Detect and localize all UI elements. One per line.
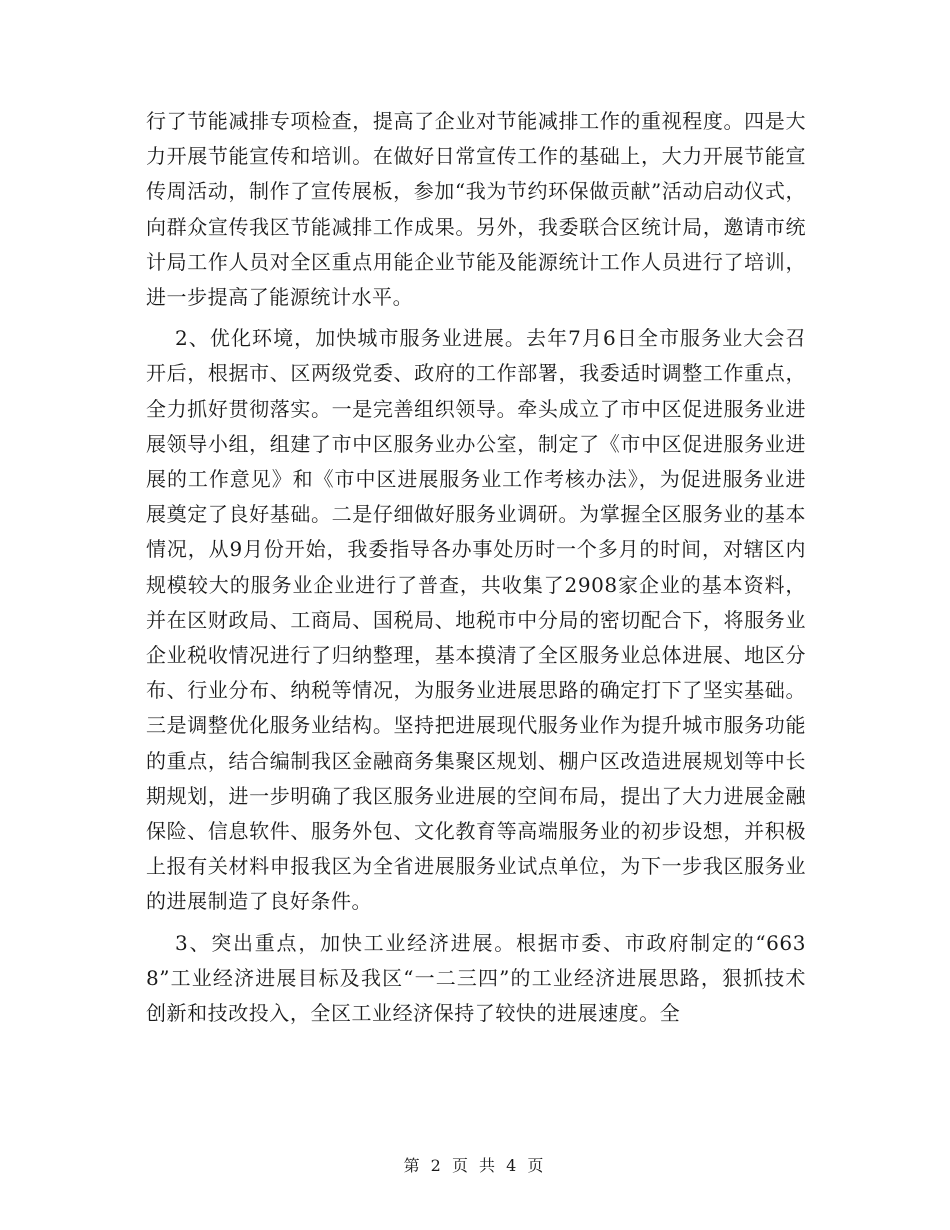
paragraph-industrial-economy: 3、突出重点，加快工业经济进展。根据市委、市政府制定的“6638”工业经济进展目标及我区“一二三四”的工业经济进展思路，狠抓技术创新和技改投入，全区工业经济保持了较快的进展速度。全 [146,930,806,1026]
paragraph-energy-saving: 行了节能减排专项检查，提高了企业对节能减排工作的重视程度。四是大力开展节能宣传和培训。在做好日常宣传工作的基础上，大力开展节能宣传周活动，制作了宣传展板，参加“我为节约环保做贡献”活动启动仪式，向群众宣传我区节能减排工作成果。另外，我委联合区统计局，邀请市统计局工作人员对全区重点用能企业节能及能源统计工作人员进行了培训，进一步提高了能源统计水平。 [146,109,806,310]
document-body [146,104,806,1031]
paragraph-service-industry: 2、优化环境，加快城市服务业进展。去年7月6日全市服务业大会召开后，根据市、区两级党委、政府的工作部署，我委适时调整工作重点，全力抓好贯彻落实。一是完善组织领导。牵头成立了市中区促进服务业进展领导小组，组建了市中区服务业办公室，制定了《市中区促进服务业进展的工作意见》和《市中区进展服务业工作考核办法》，为促进服务业进展奠定了良好基础。二是仔细做好服务业调研。为掌握全区服务业的基本情况，从9月份开始，我委指导各办事处历时一个多月的时间，对辖区内规模较大的服务业企业进行了普查，共收集了2908家企业的基本资料，并在区财政局、工商局、国税局、地税市中分局的密切配合下，将服务业企业税收情况进行了归纳整理，基本摸清了全区服务业总体进展、地区分布、行业分布、纳税等情况，为服务业进展思路的确定打下了坚实基础。三是调整优化服务业结构。坚持把进展现代服务业作为提升城市服务功能的重点，结合编制我区金融商务集聚区规划、棚户区改造进展规划等中长期规划，进一步明确了我区服务业进展的空间布局，提出了大力进展金融保险、信息软件、服务外包、文化教育等高端服务业的初步设想，并积极上报有关材料申报我区为全省进展服务业试点单位，为下一步我区服务业的进展制造了良好条件。 [146,326,806,914]
page-footer: 第 2 页 共 4 页 [403,1156,547,1175]
